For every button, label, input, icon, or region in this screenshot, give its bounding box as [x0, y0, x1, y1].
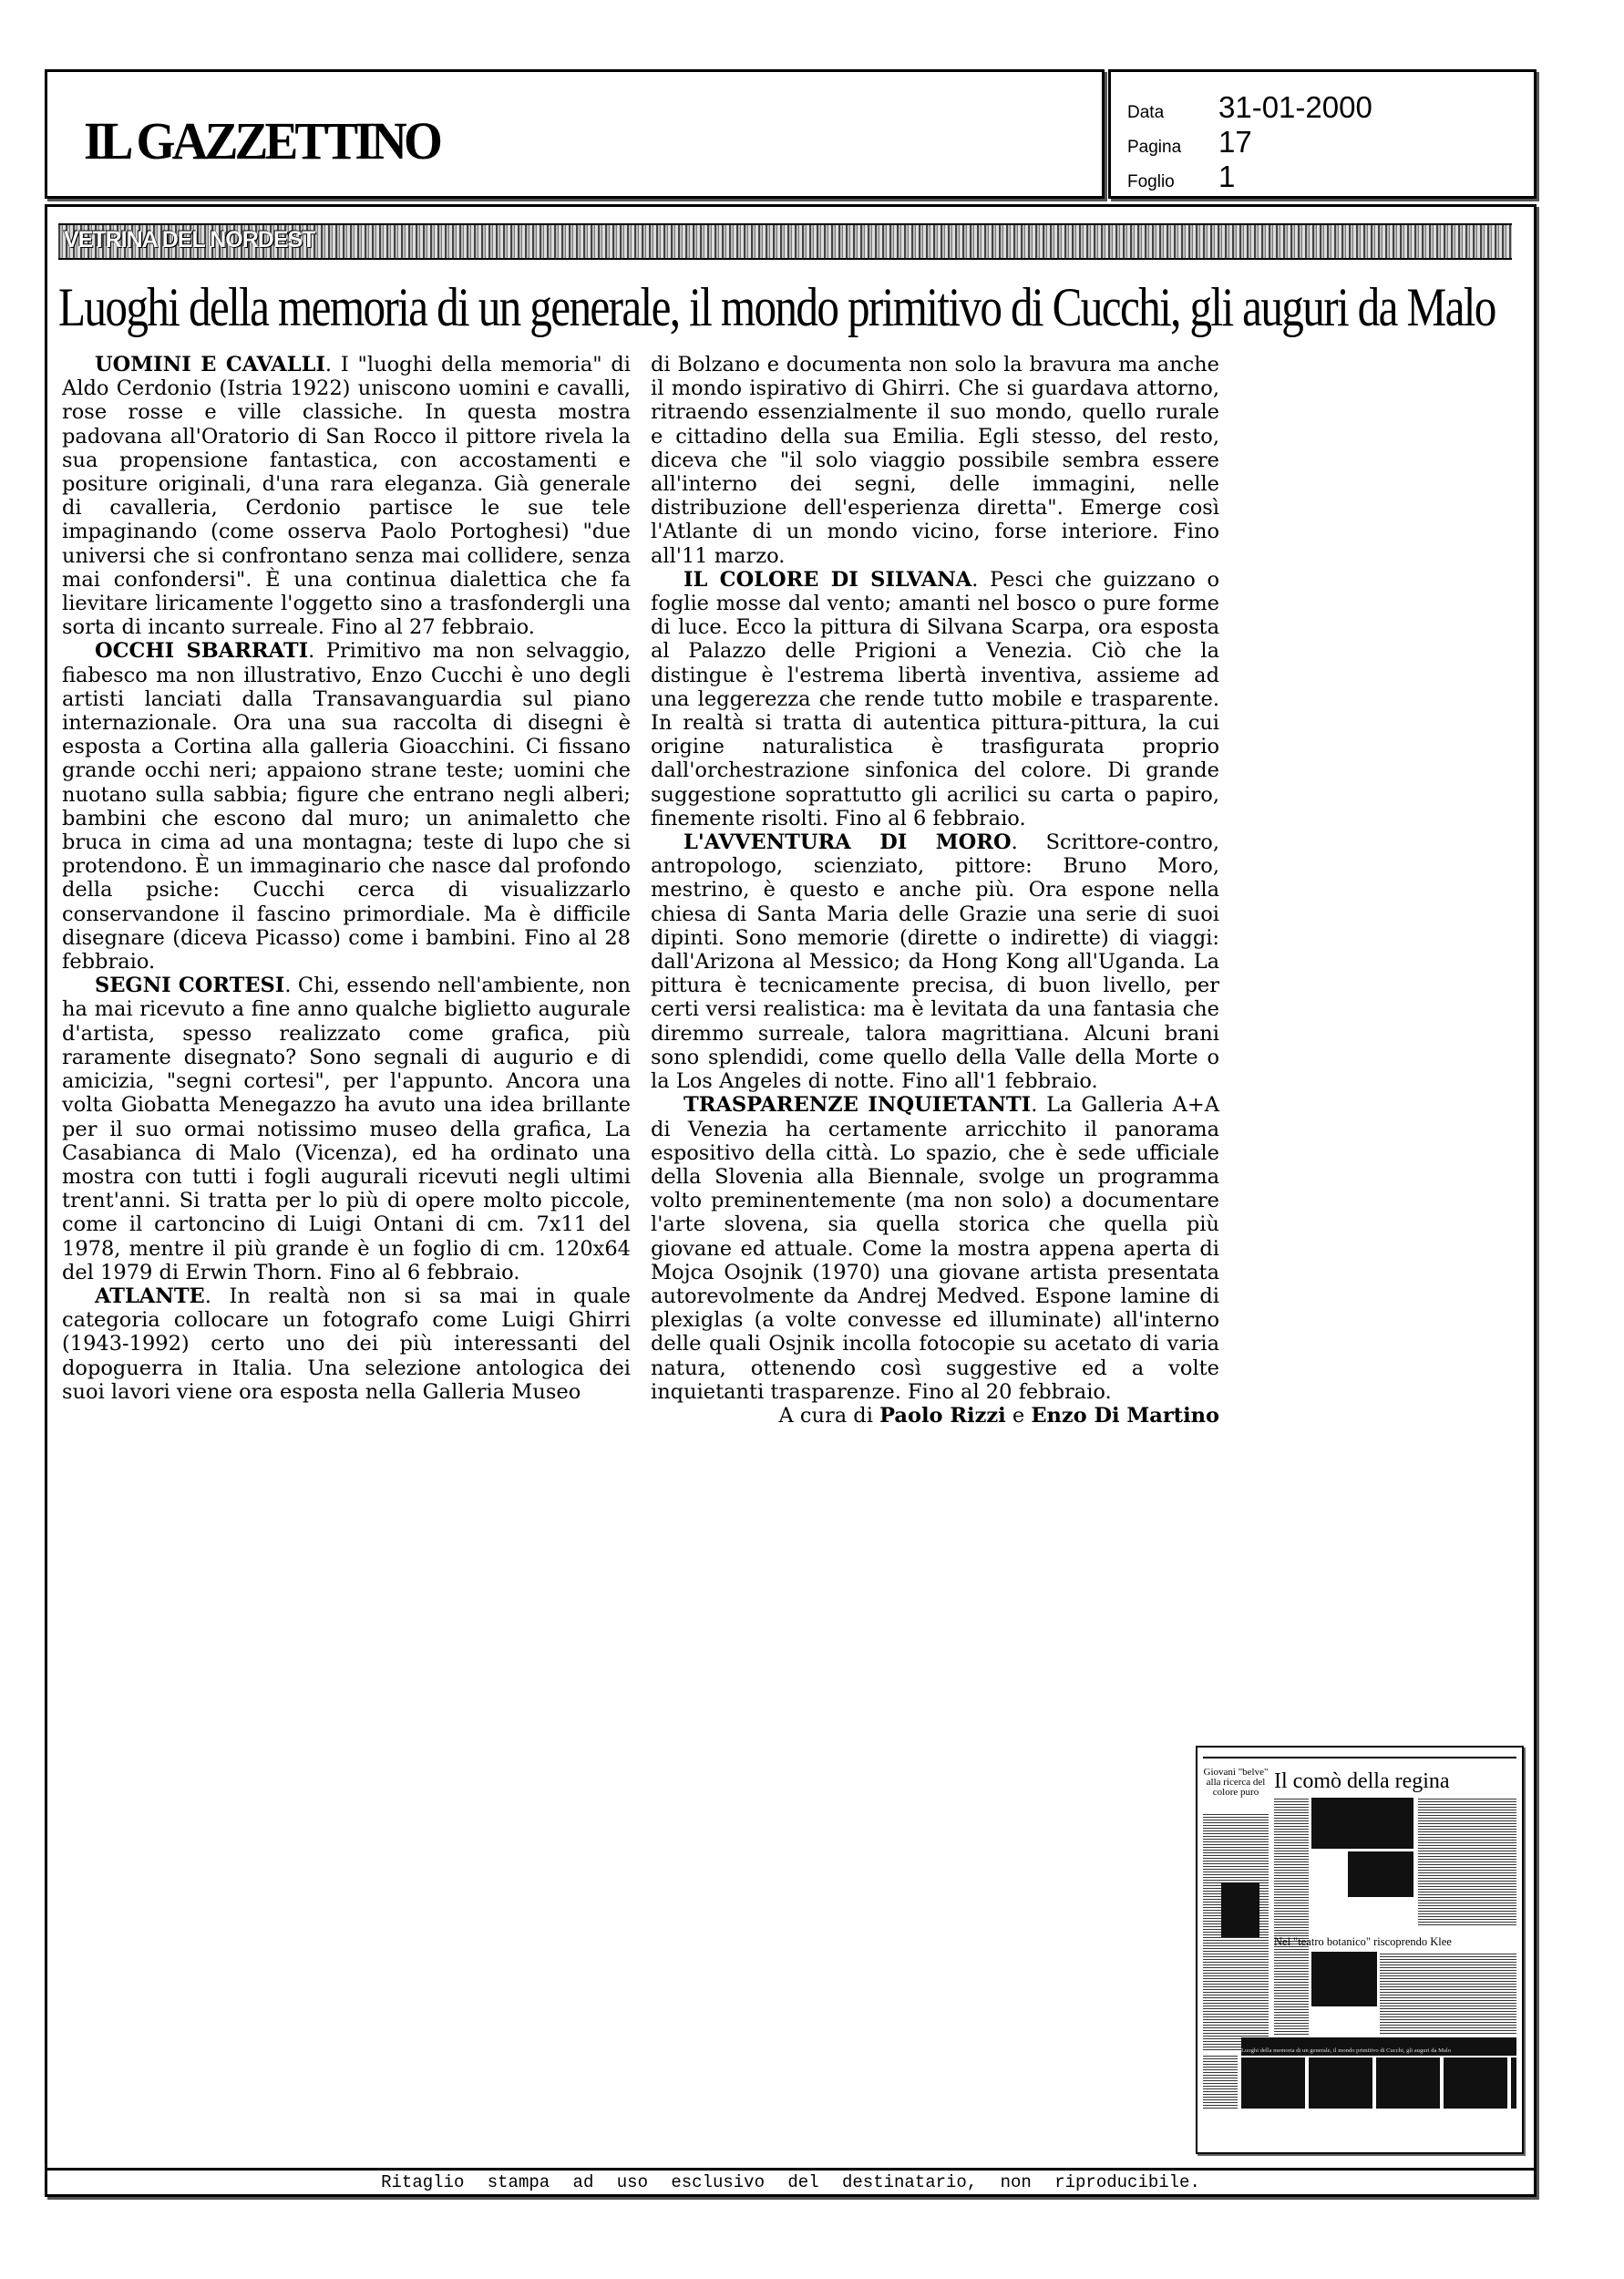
byline-prefix: A cura di [778, 1403, 880, 1428]
thumb-headline-left: Giovani "belve" alla ricerca del colore puro [1203, 1767, 1269, 1798]
date-label: Data [1127, 103, 1165, 122]
byline-author: Paolo Rizzi [879, 1403, 1006, 1428]
article-paragraph [651, 1093, 1219, 1404]
date-value: 31-01-2000 [1218, 90, 1372, 124]
paragraph-lead: ATLANTE [95, 1284, 205, 1308]
sheet-value: 1 [1218, 160, 1236, 193]
newspaper-logo: IL GAZZETTINO [84, 111, 440, 170]
paragraph-lead: TRASPARENZE INQUIETANTI [684, 1093, 1032, 1118]
thumb-text-block [1418, 1798, 1516, 1925]
paragraph-lead: L'AVVENTURA DI MORO [684, 830, 1012, 855]
thumb-headline-bottom: Luoghi della memoria di un generale, il mondo primitivo di Cucchi, gli auguri da Malo [1241, 2037, 1516, 2056]
footer-notice: Ritaglio stampa ad uso esclusivo del destinatario, non riproducibile. [47, 2168, 1534, 2194]
thumb-headline-mid: Nel "teatro botanico" riscoprendo Klee [1274, 1935, 1452, 1948]
paragraph-text: . Scrittore-contro, antropologo, scienziato, pittore: Bruno Moro, mestrino, è questo e anche più. Ora espone nella chiesa di Santa Maria delle Grazie una serie di suoi dipinti. Sono memorie (dirette o indirette) di viaggi: dall'Arizona al Messico; da Hong Kong all'Uganda. La pittura è tecnicamente precisa, di buon livello, per certi versi realistica: ma è levitata da una fantasia che diremmo surreale, talora magrittiana. Alcuni brani sono splendidi, come quello della Valle della Morte o la Los Angeles di notte. Fino all'1 febbraio. [651, 830, 1219, 1094]
paragraph-text: . In realtà non si sa mai in quale categoria collocare un fotografo come Luigi Ghirri (1943-1992) certo uno dei più interessanti del dopoguerra in Italia. Una selezione antologica dei suoi lavori viene ora esposta nella Galleria Museo [62, 1284, 631, 1404]
byline [651, 1404, 1219, 1428]
paragraph-text: . Chi, essendo nell'ambiente, non ha mai ricevuto a fine anno qualche biglietto augurale d'artista, spesso realizzato come grafica, più raramente disegnato? Sono segnali di augurio e di amicizia, "segni cortesi", per l'appunto. Ancora una volta Giobatta Menegazzo ha avuto una idea brillante per il suo ormai notissimo museo della grafica, La Casabianca di Malo (Vicenza), ed ha ordinato una mostra con tutti i fogli augurali ricevuti negli ultimi trent'anni. Si tratta per lo più di opere molto piccole, come il cartoncino di Luigi Ontani di cm. 7x11 del 1978, mentre il più grande è un foglio di cm. 120x64 del 1979 di Erwin Thorn. Fino al 6 febbraio. [62, 974, 632, 1284]
article-clipping [45, 204, 1537, 2197]
clipping-metadata [1108, 69, 1537, 199]
byline-author: Enzo Di Martino [1031, 1403, 1219, 1428]
page-thumbnail [1196, 1746, 1524, 2154]
masthead [45, 69, 1105, 199]
thumb-text-block [1380, 1952, 1516, 2034]
paragraph-text: . Pesci che guizzano o foglie mosse dal vento; amanti nel bosco o pure forme di luce. Ecco la pittura di Silvana Scarpa, ora esposta al Palazzo delle Prigioni a Venezia. Ciò che la distingue è l'estrema libertà inventiva, assieme ad una leggerezza che rende tutto mobile e trasparente. In realtà si tratta di autentica pittura-pittura, la cui origine naturalistica è trasfigurata proprio dall'orchestrazione sinfonica del colore. Di grande suggestione soprattutto gli acrilici su carta o papiro, finemente risolti. Fino al 6 febbraio. [651, 567, 1219, 830]
thumb-rule [1203, 1751, 1516, 1758]
page-label: Pagina [1127, 138, 1182, 157]
thumb-text-block [1203, 2054, 1238, 2109]
thumb-dark-columns [1241, 2057, 1516, 2109]
article-paragraph [62, 974, 631, 1284]
section-band [58, 223, 1512, 260]
paragraph-lead: UOMINI E CAVALLI [95, 353, 325, 376]
paragraph-lead: OCCHI SBARRATI [95, 639, 309, 664]
thumb-photo [1382, 1798, 1413, 1849]
paragraph-text: . I "luoghi della memoria" di Aldo Cerdonio (Istria 1922) uniscono uomini e cavalli, rose rosse e ville classiche. In questa mostra padovana all'Oratorio di San Rocco il pittore rivela la sua propensione fantastica, con accostamenti e positure originali, d'una rara eleganza. Già generale di cavalleria, Cerdonio partisce le sue tele impaginando (come osserva Paolo Portoghesi) "due universi che si confrontano senza mai collidere, senza mai confondersi". È una continua dialettica che fa lievitare liricamente l'oggetto sino a trasfondergli una sorta di incanto surreale. Fino al 27 febbraio. [62, 353, 631, 640]
thumb-photo [1348, 1851, 1413, 1897]
paragraph-text: . Primitivo ma non selvaggio, fiabesco ma non illustrativo, Enzo Cucchi è uno degli artisti lanciati dalla Transavanguardia sul piano internazionale. Ora una sua raccolta di disegni è esposta a Cortina alla galleria Gioacchini. Ci fissano grande occhi neri; appaiono strane teste; uomini che nuotano sulla sabbia; figure che entrano negli alberi; bambini che escono dal muro; un animaletto che bruca in cima ad una montagna; teste di lupo che si protendono. È un immaginario che nasce dal profondo della psiche: Cucchi cerca di visualizzarlo conservandone il fascino primordiale. Ma è difficile disegnare (diceva Picasso) come i bambini. Fino al 28 febbraio. [62, 639, 631, 975]
sheet-row [1127, 160, 1235, 194]
article-paragraph [62, 1284, 631, 1404]
thumb-headline-main: Il comò della regina [1274, 1769, 1450, 1793]
sheet-label: Foglio [1127, 172, 1175, 191]
article-paragraph [62, 639, 631, 974]
paragraph-text: di Bolzano e documenta non solo la bravura ma anche il mondo ispirativo di Ghirri. Che si guardava attorno, ritraendo essenzialmente il suo mondo, quello rurale e cittadino della sua Emilia. Egli stesso, del resto, diceva che "il solo viaggio possibile sembra essere all'interno dei segni, delle immagini, nelle distribuzione dell'esperienza diretta". Emerge così l'Atlante di un mondo vicino, forse interiore. Fino all'11 marzo. [651, 353, 1219, 568]
article-column-2 [651, 353, 1219, 1428]
thumb-photo [1311, 1952, 1377, 2006]
paragraph-text: . La Galleria A+A di Venezia ha certamente arricchito il panorama espositivo della città. Lo spazio, che è sede ufficiale della Slovenia alla Biennale, svolge un programma volto preminentemente (ma non solo) a documentare l'arte slovena, sia quella storica che quella più giovane ed attuale. Come la mostra appena aperta di Mojca Osojnik (1970) una giovane artista presentata autorevolmente da Andrej Medved. Espone lamine di plexiglas (a volte convesse ed illuminate) all'interno delle quali Osjnik incolla fotocopie su acetato di varia natura, ottenendo così suggestive ed a volte inquietanti trasparenze. Fino al 20 febbraio. [651, 1093, 1219, 1404]
page-row [1127, 125, 1252, 160]
article-paragraph [651, 830, 1219, 1093]
thumb-text-block [1274, 1798, 1309, 2035]
article-paragraph [651, 568, 1219, 830]
article-headline: Luoghi della memoria di un generale, il mondo primitivo di Cucchi, gli auguri da Malo [58, 277, 1496, 337]
date-row [1127, 90, 1372, 125]
page-value: 17 [1218, 125, 1252, 159]
byline-conj: e [1005, 1403, 1032, 1428]
paragraph-lead: IL COLORE DI SILVANA [684, 567, 972, 592]
paragraph-lead: SEGNI CORTESI [95, 974, 285, 998]
thumb-photo [1221, 1882, 1259, 1937]
article-column-1 [62, 353, 631, 1404]
article-paragraph [62, 353, 631, 639]
section-title: VETRINA DEL NORDEST [64, 227, 315, 253]
article-paragraph [651, 353, 1219, 568]
